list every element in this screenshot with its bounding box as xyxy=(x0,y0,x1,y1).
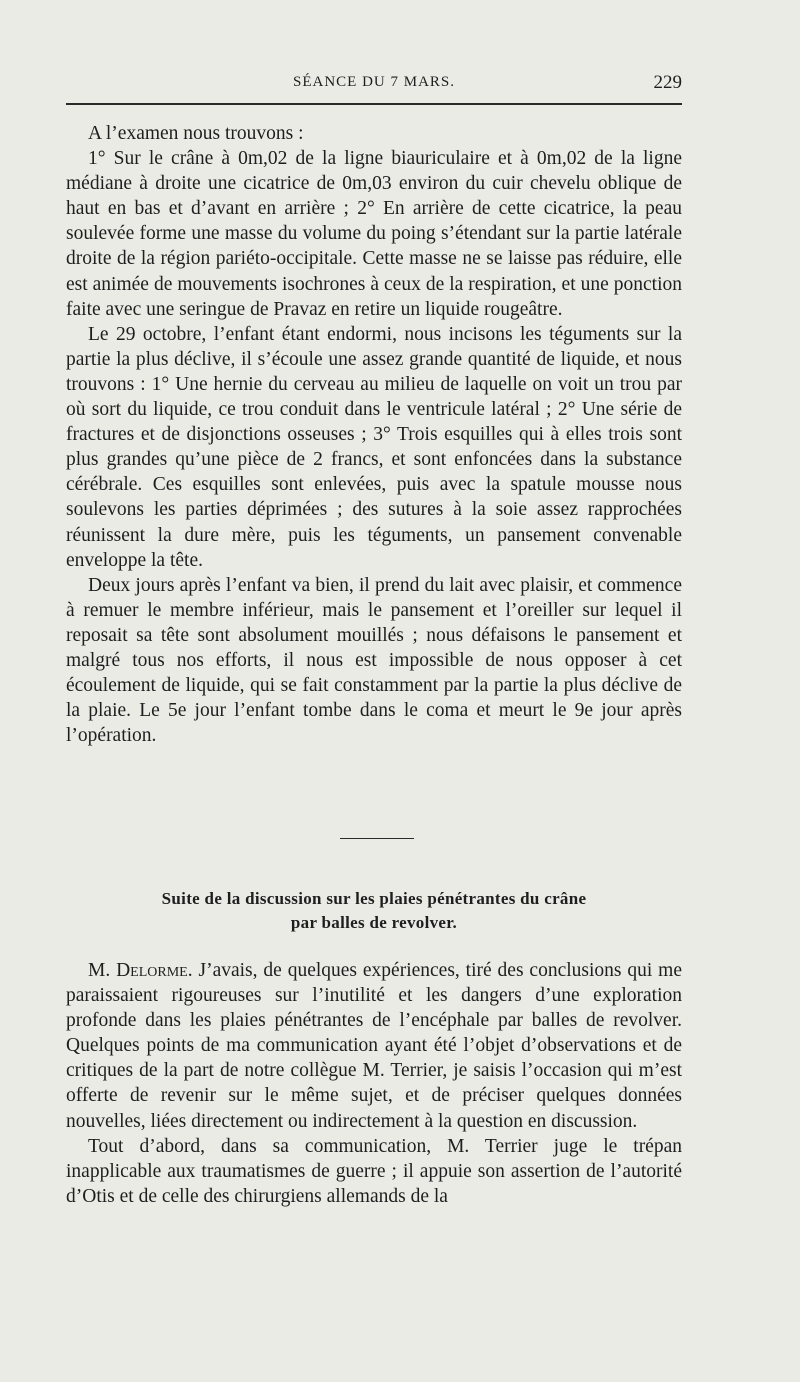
paragraph-delorme-text: J’avais, de quelques expériences, tiré des conclusions qui me paraissaient rigoureuses sur l’inutilité et les dangers d’une exploration profonde dans les plaies pénétrantes de l’encéphale par balles de revolver. Quelques points de ma communication ayant été l’objet d’observations et de critiques de la part de notre collègue M. Terrier, je saisis l’occasion qui m’est offerte de revenir sur le même sujet, et de préciser quelques données nouvelles, liées directement ou indirectement à la question en discussion. xyxy=(66,960,682,1132)
case-report-text xyxy=(66,121,682,748)
discussion-text xyxy=(66,958,682,1209)
paragraph-delorme xyxy=(66,958,682,1134)
section-heading-line-1: Suite de la discussion sur les plaies pénétrantes du crâne xyxy=(161,889,587,908)
section-heading-line-2: par balles de revolver. xyxy=(290,913,458,932)
speaker-name: M. Delorme. xyxy=(88,960,193,981)
page-number: 229 xyxy=(653,72,682,93)
running-title: SÉANCE DU 7 MARS. xyxy=(292,74,456,90)
page-header xyxy=(66,74,682,100)
paragraph-examen: A l’examen nous trouvons : xyxy=(88,123,304,144)
header-rule xyxy=(66,103,682,105)
paragraph-operation: Le 29 octobre, l’enfant étant endormi, nous incisons les téguments sur la partie la plus déclive, il s’écoule une assez grande quantité de liquide, et nous trouvons : 1° Une hernie du cerveau au milieu de laquelle on voit un trou par où sort du liquide, ce trou conduit dans le ventricule latéral ; 2° Une série de fractures et de disjonctions osseuses ; 3° Trois esquilles qui à elles trois sont plus grandes qu’une pièce de 2 francs, et sont enfoncées dans la substance cérébrale. Ces esquilles sont enlevées, puis avec la spatule mousse nous soulevons les parties déprimées ; des sutures à la soie assez rapprochées réunissent la dure mère, puis les téguments, un pansement convenable enveloppe la tête. xyxy=(66,323,682,571)
paragraph-outcome: Deux jours après l’enfant va bien, il prend du lait avec plaisir, et commence à remuer le membre inférieur, mais le pansement et l’oreiller sur lequel il reposait sa tête sont absolument mouillés ; nous défaisons le pansement et malgré tous nos efforts, il nous est impossible de nous opposer à cet écoulement de liquide, qui se fait constamment par la partie la plus déclive de la plaie. Le 5e jour l’enfant tombe dans le coma et meurt le 9e jour après l’opération. xyxy=(66,574,682,747)
paragraph-findings: 1° Sur le crâne à 0m,02 de la ligne biauriculaire et à 0m,02 de la ligne médiane à droite une cicatrice de 0m,03 environ du cuir chevelu oblique de haut en bas et d’avant en arrière ; 2° En arrière de cette cicatrice, la peau soulevée forme une masse du volume du poing s’étendant sur la partie latérale droite de la région pariéto-occipitale. Cette masse ne se laisse pas réduire, elle est animée de mouvements isochrones à ceux de la respiration, et une ponction faite avec une seringue de Pravaz en retire un liquide rougeâtre. xyxy=(66,148,682,320)
paragraph-terrier: Tout d’abord, dans sa communication, M. Terrier juge le trépan inapplicable aux traumatismes de guerre ; il appuie son assertion de l’autorité d’Otis et de celle des chirurgiens allemands de la xyxy=(66,1135,682,1207)
section-heading xyxy=(66,887,682,935)
section-separator xyxy=(340,838,414,839)
